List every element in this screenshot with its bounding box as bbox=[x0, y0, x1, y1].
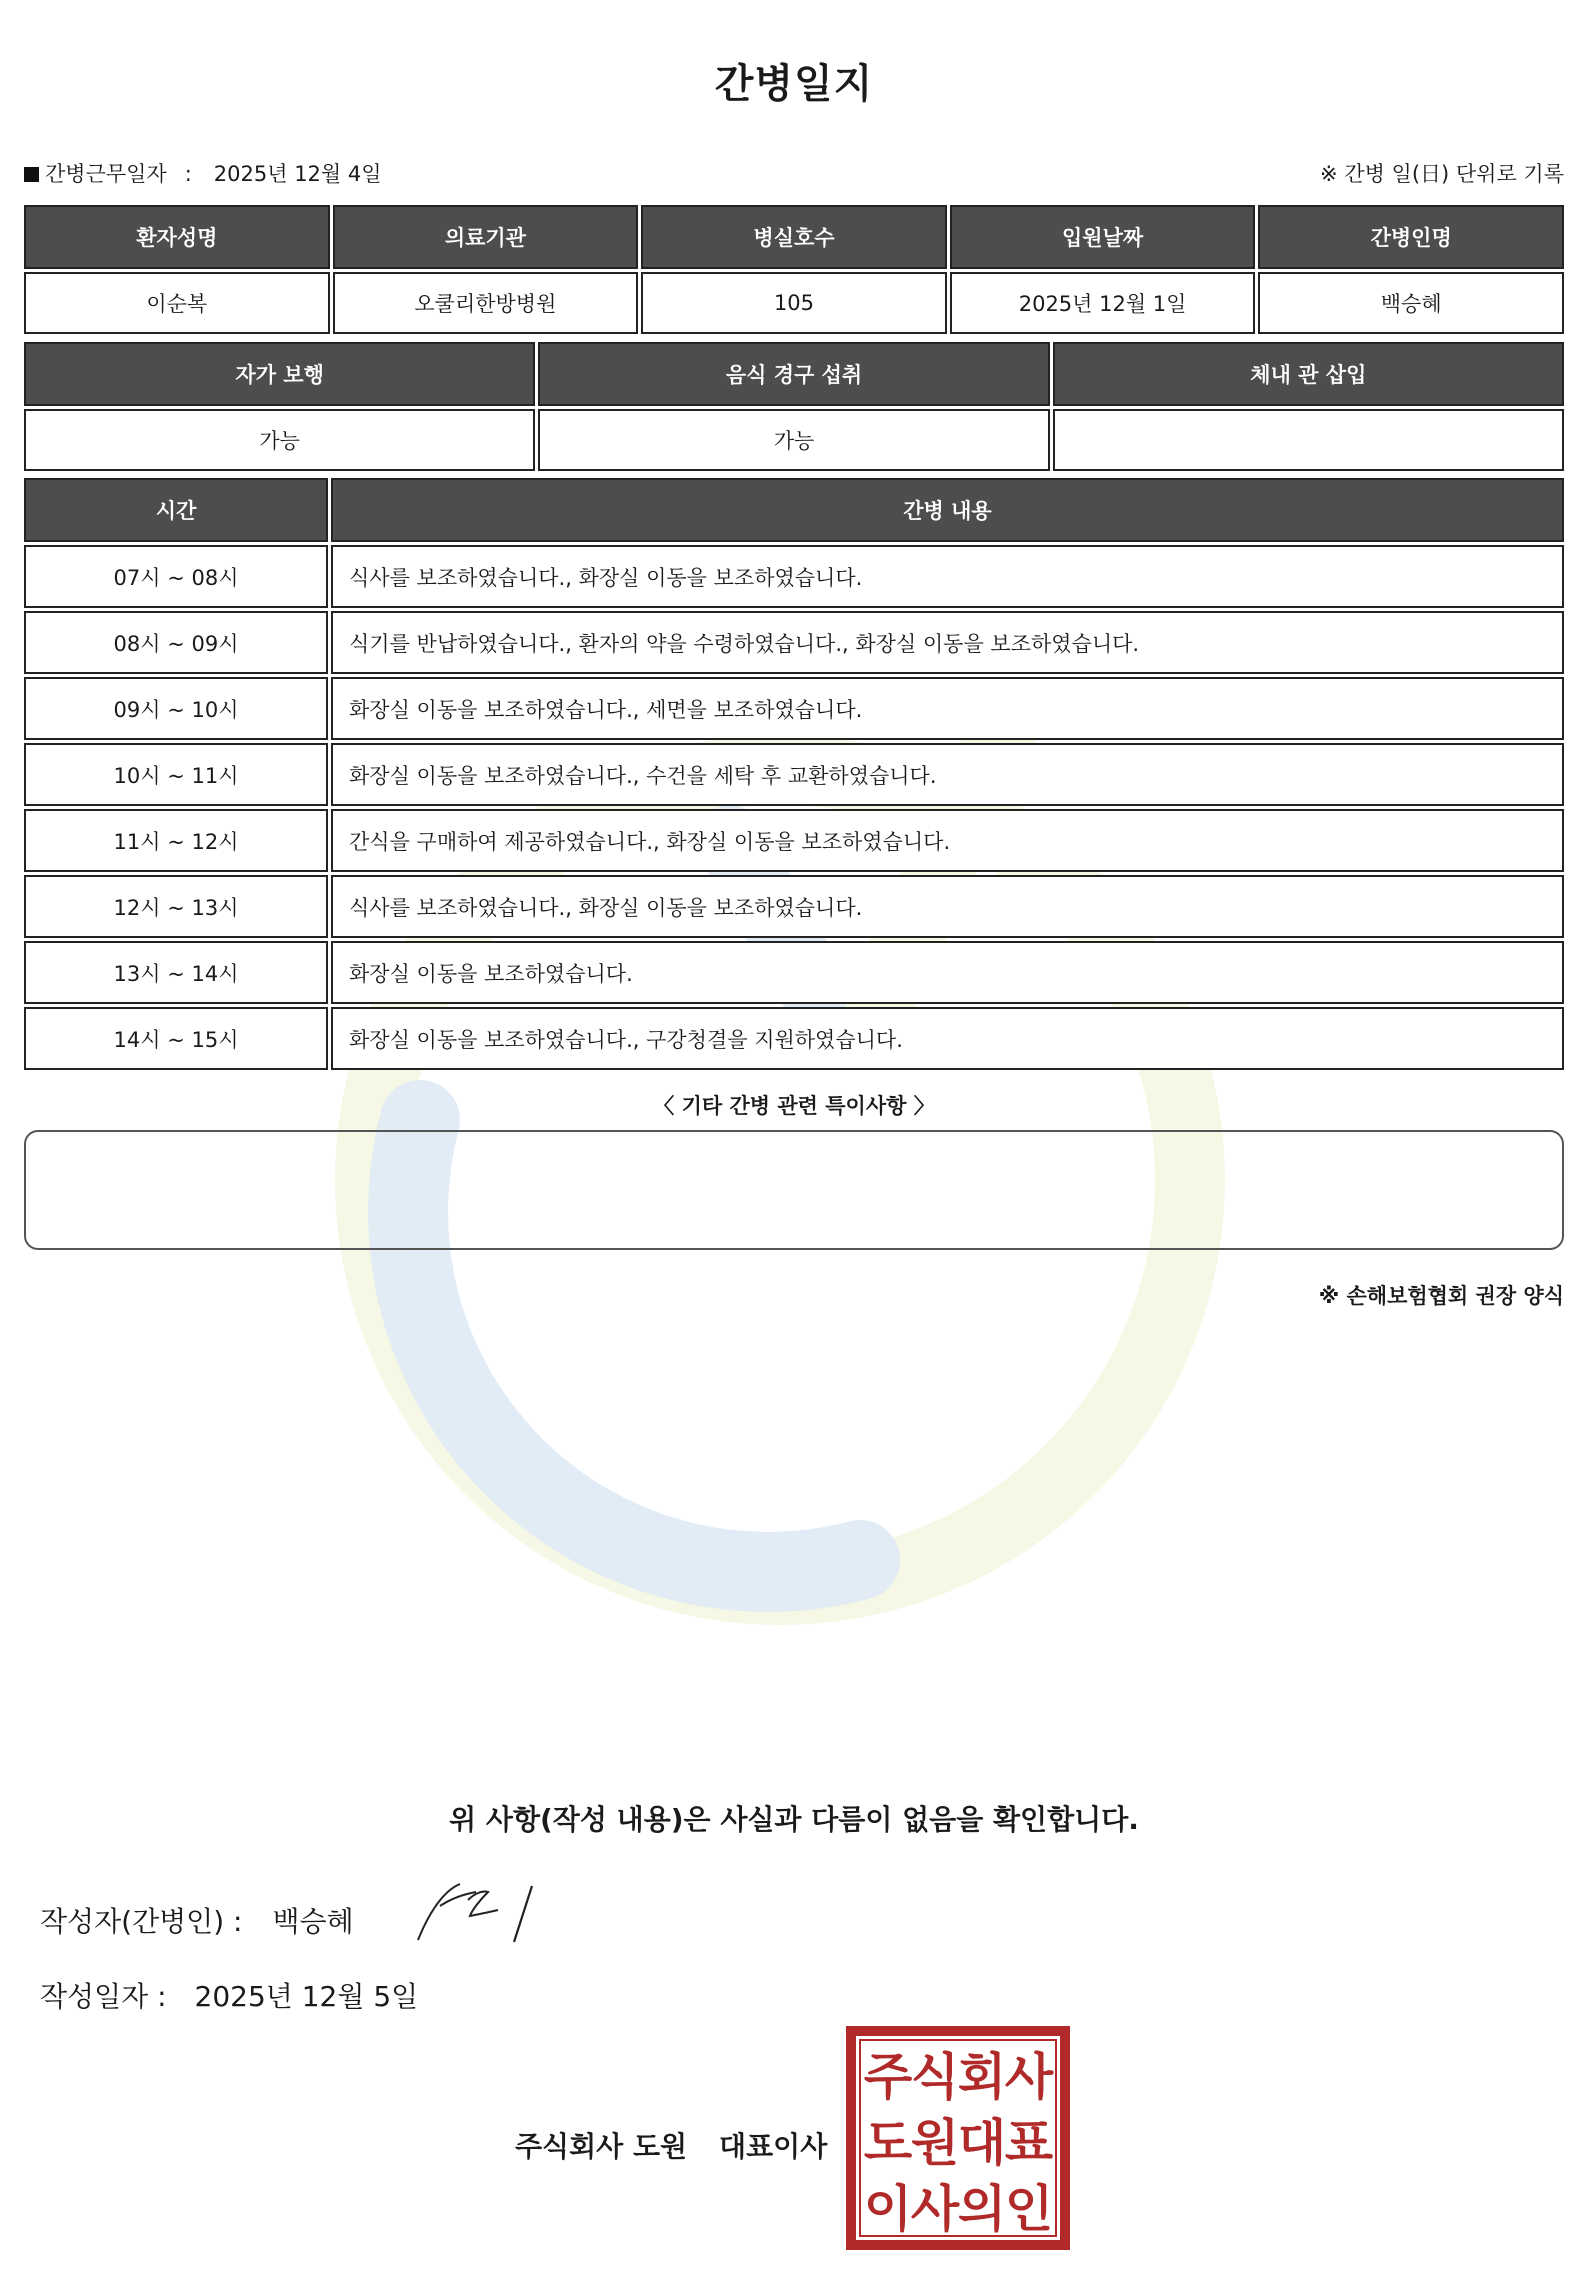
svg-text:회: 회 bbox=[957, 2048, 1007, 2106]
written-date-value: 2025년 12월 5일 bbox=[194, 1980, 419, 2013]
svg-text:사: 사 bbox=[910, 2180, 960, 2238]
self-walking: 가능 bbox=[24, 409, 535, 471]
care-log-table bbox=[24, 478, 1564, 1070]
header-care-content: 간병 내용 bbox=[331, 478, 1564, 542]
header-room-number: 병실호수 bbox=[641, 205, 947, 269]
header-oral-intake: 음식 경구 섭취 bbox=[538, 342, 1049, 406]
written-date-label: 작성일자 : bbox=[40, 1980, 167, 2013]
svg-text:주: 주 bbox=[863, 2048, 913, 2106]
header-institution: 의료기관 bbox=[333, 205, 639, 269]
header-caregiver-name: 간병인명 bbox=[1258, 205, 1564, 269]
patient-info-table bbox=[24, 205, 1564, 334]
patient-name: 이순복 bbox=[24, 272, 330, 334]
handwritten-signature bbox=[410, 1870, 560, 1950]
svg-text:도: 도 bbox=[863, 2114, 913, 2172]
work-date-colon: : bbox=[184, 162, 192, 186]
institution: 오쿨리한방병원 bbox=[333, 272, 639, 334]
admission-date: 2025년 12월 1일 bbox=[950, 272, 1256, 334]
oral-intake: 가능 bbox=[538, 409, 1049, 471]
row-content: 화장실 이동을 보조하였습니다. bbox=[331, 941, 1564, 1004]
svg-text:의: 의 bbox=[957, 2180, 1007, 2238]
work-date bbox=[24, 158, 382, 188]
square-bullet-icon bbox=[24, 167, 39, 182]
notes-box bbox=[24, 1130, 1564, 1250]
row-content: 식사를 보조하였습니다., 화장실 이동을 보조하였습니다. bbox=[331, 545, 1564, 608]
svg-text:대: 대 bbox=[957, 2114, 1007, 2172]
svg-text:인: 인 bbox=[1004, 2180, 1054, 2238]
header-tube-insertion: 체내 관 삽입 bbox=[1053, 342, 1564, 406]
row-content: 식사를 보조하였습니다., 화장실 이동을 보조하였습니다. bbox=[331, 875, 1564, 938]
row-content: 간식을 구매하여 제공하였습니다., 화장실 이동을 보조하였습니다. bbox=[331, 809, 1564, 872]
header-patient-name: 환자성명 bbox=[24, 205, 330, 269]
notes-title: 〈 기타 간병 관련 특이사항 〉 bbox=[653, 1094, 935, 1118]
row-time: 14시 ~ 15시 bbox=[24, 1007, 328, 1070]
row-time: 09시 ~ 10시 bbox=[24, 677, 328, 740]
tube-insertion bbox=[1053, 409, 1564, 471]
row-content: 화장실 이동을 보조하였습니다., 수건을 세탁 후 교환하였습니다. bbox=[331, 743, 1564, 806]
work-date-label: 간병근무일자 bbox=[45, 162, 167, 186]
svg-text:식: 식 bbox=[910, 2048, 960, 2106]
writer-name: 백승혜 bbox=[272, 1905, 354, 1938]
page-title: 간병일지 bbox=[714, 61, 874, 107]
recommendation-note: ※ 손해보험협회 권장 양식 bbox=[1318, 1284, 1564, 1308]
svg-text:사: 사 bbox=[1004, 2048, 1054, 2106]
daily-record-note: ※ 간병 일(日) 단위로 기록 bbox=[1320, 162, 1564, 186]
company-name: 주식회사 도원 bbox=[515, 2130, 688, 2163]
caregiver-name: 백승혜 bbox=[1258, 272, 1564, 334]
company-line bbox=[515, 2125, 827, 2165]
company-seal-stamp bbox=[846, 2026, 1070, 2250]
row-content: 식기를 반납하였습니다., 환자의 약을 수령하였습니다., 화장실 이동을 보조하였습니다. bbox=[331, 611, 1564, 674]
header-time: 시간 bbox=[24, 478, 328, 542]
company-ceo-title: 대표이사 bbox=[719, 2130, 828, 2163]
patient-status-table bbox=[24, 342, 1564, 471]
room-number: 105 bbox=[641, 272, 947, 334]
row-time: 08시 ~ 09시 bbox=[24, 611, 328, 674]
written-date-line bbox=[40, 1975, 418, 2015]
row-time: 11시 ~ 12시 bbox=[24, 809, 328, 872]
row-time: 12시 ~ 13시 bbox=[24, 875, 328, 938]
row-time: 13시 ~ 14시 bbox=[24, 941, 328, 1004]
writer-line bbox=[40, 1900, 354, 1940]
row-time: 07시 ~ 08시 bbox=[24, 545, 328, 608]
svg-text:원: 원 bbox=[910, 2114, 960, 2172]
header-admission-date: 입원날짜 bbox=[950, 205, 1256, 269]
confirmation-statement: 위 사항(작성 내용)은 사실과 다름이 없음을 확인합니다. bbox=[449, 1803, 1139, 1836]
work-date-value: 2025년 12월 4일 bbox=[213, 162, 382, 186]
writer-label: 작성자(간병인) : bbox=[40, 1905, 243, 1938]
row-content: 화장실 이동을 보조하였습니다., 세면을 보조하였습니다. bbox=[331, 677, 1564, 740]
svg-text:표: 표 bbox=[1004, 2114, 1054, 2172]
svg-text:이: 이 bbox=[863, 2180, 913, 2238]
row-time: 10시 ~ 11시 bbox=[24, 743, 328, 806]
row-content: 화장실 이동을 보조하였습니다., 구강청결을 지원하였습니다. bbox=[331, 1007, 1564, 1070]
header-self-walking: 자가 보행 bbox=[24, 342, 535, 406]
